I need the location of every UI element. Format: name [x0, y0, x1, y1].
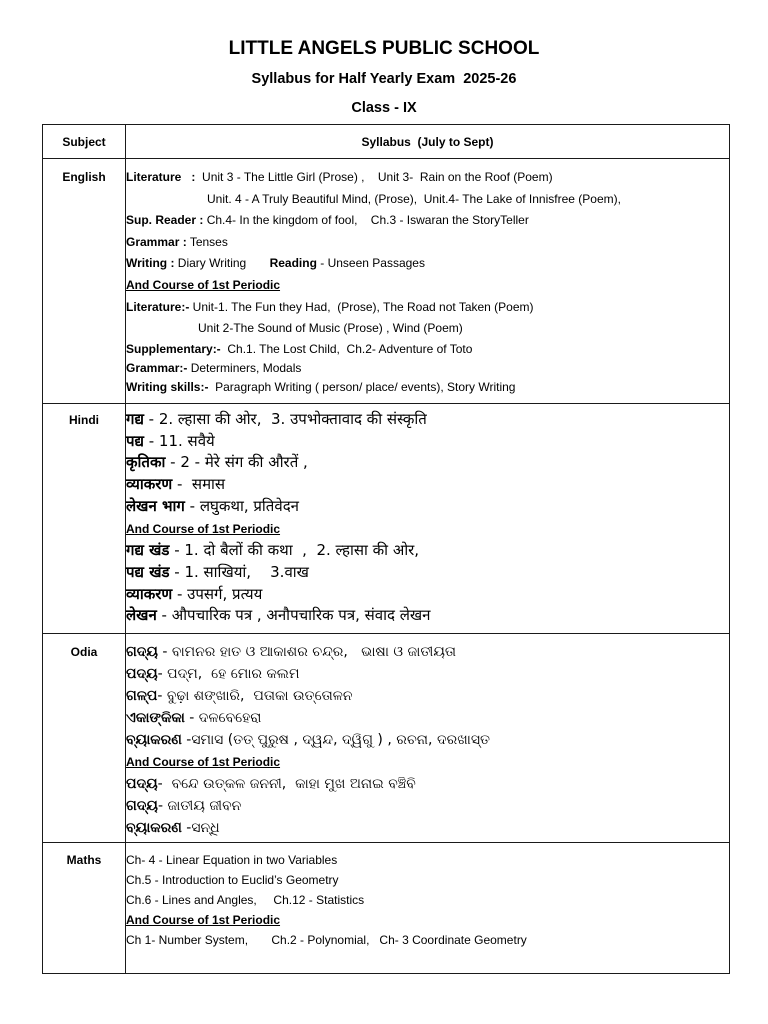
syllabus-line	[126, 359, 729, 378]
syllabus-line	[126, 189, 729, 211]
subject-name: English	[43, 159, 126, 404]
syllabus-line	[126, 540, 729, 562]
topic-text: Paragraph Writing ( person/ place/ events), Story Writing	[208, 379, 516, 394]
syllabus-line	[126, 210, 729, 232]
syllabus-line	[126, 663, 729, 685]
syllabus-line	[126, 253, 729, 275]
syllabus-cell	[126, 843, 730, 974]
topic-label: ପଦ୍ୟ	[126, 666, 158, 682]
topic-text: Ch.1. The Lost Child, Ch.2- Adventure of Toto	[220, 341, 473, 356]
subject-name: Maths	[43, 843, 126, 974]
topic-label: Literature:-	[126, 299, 190, 314]
syllabus-cell	[126, 404, 730, 634]
topic-label: ବ୍ୟାକରଣ	[126, 820, 182, 836]
topic-text: - ଦଳବେହେରା	[184, 710, 262, 726]
topic-text: Ch.4- In the kingdom of fool, Ch.3 - Iswaran the StoryTeller	[203, 213, 529, 228]
topic-label: पद्य	[126, 431, 144, 450]
syllabus-line	[126, 562, 729, 584]
topic-text: Unit-1. The Fun they Had, (Prose), The Road not Taken (Poem)	[189, 299, 534, 314]
subject-row-odia	[43, 634, 730, 843]
syllabus-cell	[126, 634, 730, 843]
topic-text: -ସମାସ (ତତ୍ ପୁରୁଷ , ଦ୍ୱନ୍ଦ, ଦ୍ୱିଗୁ ) , ରଚନା, ଦରଖାସ୍ତ	[181, 732, 490, 748]
syllabus-line	[126, 890, 729, 910]
column-header-subject: Subject	[43, 125, 126, 159]
topic-label: पद्य खंड	[126, 562, 170, 581]
topic-label: व्याकरण	[126, 475, 173, 494]
topic-text: - ବାମନର ହାତ ଓ ଆକାଶର ଚନ୍ଦ୍ର, ଭାଷା ଓ ଜାତୀୟତା	[157, 644, 457, 660]
topic-text: - ପଦ୍ମ, ହେ ମୋର କଲମ	[157, 666, 300, 682]
syllabus-line	[126, 707, 729, 729]
syllabus-line	[126, 452, 729, 474]
topic-text: Unit 2-The Sound of Music (Prose) , Wind (Poem)	[198, 321, 463, 336]
topic-label: गद्य खंड	[126, 541, 170, 560]
syllabus-line	[126, 910, 729, 930]
topic-label: Grammar :	[126, 234, 187, 249]
topic-label: व्याकरण	[126, 584, 173, 603]
topic-label: Sup. Reader :	[126, 213, 204, 228]
syllabus-line	[126, 431, 729, 453]
syllabus-line	[126, 275, 729, 297]
topic-text: - Unseen Passages	[316, 256, 425, 271]
school-name: LITTLE ANGELS PUBLIC SCHOOL	[228, 38, 540, 59]
syllabus-line	[126, 318, 729, 340]
topic-text: - लघुकथा, प्रतिवेदन	[184, 496, 299, 515]
topic-label: Writing skills:-	[126, 379, 209, 394]
periodic-heading: And Course of 1st Periodic	[126, 521, 281, 536]
syllabus-line	[126, 641, 729, 663]
topic-text: - 2 - मेरे संग की औरतें ,	[165, 453, 308, 472]
topic-text: - उपसर्ग, प्रत्यय	[172, 584, 263, 603]
topic-text: - समास	[172, 475, 226, 494]
syllabus-line	[126, 496, 729, 518]
topic-text: - औपचारिक पत्र , अनौपचारिक पत्र, संवाद लेखन	[156, 606, 431, 625]
topic-text: Determiners, Modals	[187, 360, 302, 375]
topic-label: ପଦ୍ୟ	[126, 776, 158, 792]
exam-title: Syllabus for Half Yearly Exam 2025-26	[251, 71, 517, 87]
class-label: Class - IX	[351, 100, 417, 116]
subject-row-english	[43, 159, 730, 404]
topic-text: Ch.6 - Lines and Angles, Ch.12 - Statistics	[126, 893, 365, 907]
topic-text: - ବନ୍ଦେ ଉତ୍କଳ ଜନନୀ, କାହା ମୁଖ ଅନାଇ ବଞ୍ଚିବି	[157, 776, 416, 792]
topic-text: Ch.5 - Introduction to Euclid’s Geometry	[126, 873, 339, 887]
table-header-row	[43, 125, 730, 159]
topic-text: Tenses	[186, 234, 228, 249]
topic-label: लेखन भाग	[126, 496, 185, 515]
topic-text: Ch- 4 - Linear Equation in two Variables	[126, 853, 338, 867]
subject-name: Odia	[43, 634, 126, 843]
syllabus-line	[126, 409, 729, 431]
topic-label: गद्य	[126, 410, 144, 428]
topic-text: -ସନ୍ଧି	[181, 820, 220, 836]
topic-text: - ବୁଢ଼ା ଶଙ୍ଖାରି, ପତାକା ଉତ୍ତୋଳନ	[157, 688, 353, 704]
topic-text: Unit 3 - The Little Girl (Prose) , Unit 3- Rain on the Roof (Poem)	[195, 170, 553, 184]
syllabus-line	[126, 584, 729, 606]
topic-label: लेखन	[126, 606, 157, 625]
periodic-heading: And Course of 1st Periodic	[126, 755, 281, 769]
topic-label: ବ୍ୟାକରଣ	[126, 732, 182, 748]
column-header-syllabus: Syllabus (July to Sept)	[126, 125, 730, 159]
syllabus-line	[126, 518, 729, 541]
topic-text: Ch 1- Number System, Ch.2 - Polynomial, Ch- 3 Coordinate Geometry	[126, 933, 527, 947]
topic-label: Grammar:-	[126, 360, 188, 375]
syllabus-line	[126, 605, 729, 627]
syllabus-line	[126, 729, 729, 751]
subject-name: Hindi	[43, 404, 126, 634]
syllabus-line	[126, 870, 729, 890]
periodic-heading: And Course of 1st Periodic	[126, 913, 281, 927]
subject-row-hindi	[43, 404, 730, 634]
topic-text: - 2. ल्हासा की ओर, 3. उपभोक्तावाद की संस्कृति	[143, 410, 427, 428]
topic-text: Unit. 4 - A Truly Beautiful Mind, (Prose), Unit.4- The Lake of Innisfree (Poem),	[207, 191, 621, 206]
syllabus-line	[126, 850, 729, 870]
syllabus-line	[126, 167, 729, 189]
syllabus-line	[126, 474, 729, 496]
syllabus-line	[126, 232, 729, 254]
topic-text: - 1. दो बैलों की कथा , 2. ल्हासा की ओर,	[169, 541, 420, 560]
syllabus-line	[126, 773, 729, 795]
topic-text: - 1. साखियां, 3.वाख	[169, 562, 309, 581]
topic-label: Literature :	[126, 170, 196, 184]
topic-label: Reading	[269, 256, 317, 271]
periodic-heading: And Course of 1st Periodic	[126, 277, 281, 292]
syllabus-cell	[126, 159, 730, 404]
topic-label: Supplementary:-	[126, 341, 221, 356]
topic-label: ଗଦ୍ୟ	[126, 644, 158, 660]
topic-text: - 11. सवैये	[143, 431, 215, 450]
syllabus-line	[126, 378, 729, 397]
subject-row-maths	[43, 843, 730, 974]
topic-label: Writing :	[126, 256, 175, 271]
syllabus-line	[126, 685, 729, 707]
syllabus-line	[126, 340, 729, 359]
syllabus-table	[42, 124, 730, 974]
syllabus-line	[126, 930, 729, 950]
topic-label: ଏକାଙ୍କିକା	[126, 710, 185, 726]
topic-label: कृतिका	[126, 453, 166, 472]
topic-label: ଗଳ୍ପ	[126, 688, 158, 704]
syllabus-line	[126, 817, 729, 839]
topic-label: ଗଦ୍ୟ	[126, 798, 158, 814]
topic-text: - ଜାତୀୟ ଜୀବନ	[157, 798, 242, 814]
syllabus-line	[126, 751, 729, 773]
syllabus-line	[126, 795, 729, 817]
syllabus-line	[126, 297, 729, 319]
topic-text: Diary Writing	[174, 256, 270, 271]
